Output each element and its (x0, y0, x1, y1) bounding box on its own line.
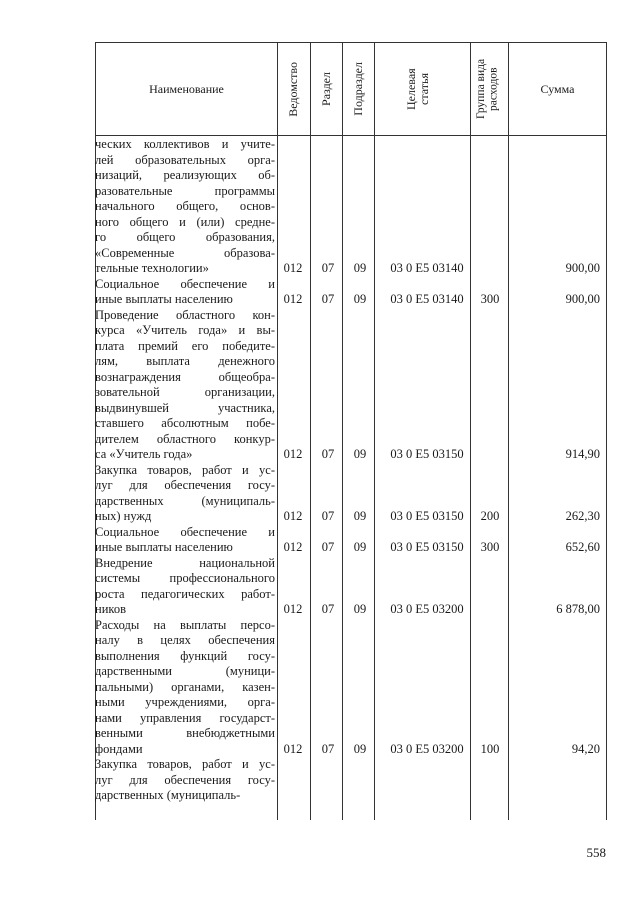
row-name-line: луг для обеспечения госу- (95, 478, 275, 492)
row-name-line: лям, выплата денежного (95, 354, 275, 368)
row-summa: 94,20 (571, 741, 600, 756)
header-gruppa-vida-rashodov (471, 43, 508, 135)
row-name (95, 308, 275, 463)
row-name-line: роста педагогических работ- (95, 586, 275, 601)
row-podrazdel: 09 (353, 540, 367, 554)
row-gruppa-vida-rashodov: 300 (480, 540, 500, 554)
row-name-line: луг для обеспечения госу- (95, 772, 275, 787)
row-name-line: начального общего, основ- (95, 199, 275, 213)
row-name-line: выдвинувшей участника, (95, 400, 275, 415)
table-row (95, 308, 607, 463)
header-name: Наименование (149, 81, 224, 96)
row-summa: 652,60 (565, 540, 600, 554)
row-name-line: венными внебюджетными (95, 726, 275, 740)
header-podrazdel-label: Подраздел (350, 62, 365, 116)
row-vedomstvo: 012 (283, 261, 303, 275)
row-razdel: 07 (321, 540, 335, 554)
row-name-line: низаций, реализующих об- (95, 168, 275, 182)
header-celevaya-label: Целевая статья (403, 68, 431, 110)
row-razdel: 07 (321, 741, 335, 756)
row-podrazdel: 09 (353, 509, 367, 523)
row-name-line: нами управления государст- (95, 710, 275, 725)
row-name-line: дарственных (муниципаль- (95, 788, 241, 802)
row-name-line: са «Учитель года» (95, 447, 193, 461)
row-name-line: Проведение областного кон- (95, 307, 275, 322)
row-name-line: плата премий его победите- (95, 338, 275, 353)
row-celevaya-statya: 03 0 E5 03200 (390, 741, 464, 756)
row-name-line: ставшего абсолютным побе- (95, 416, 275, 430)
row-name-line: лей образовательных орга- (95, 152, 275, 167)
row-name-line: го общего образования, (95, 230, 275, 244)
row-name-line: тельные технологии» (95, 261, 209, 275)
row-vedomstvo: 012 (283, 602, 303, 616)
row-name (95, 556, 275, 618)
row-name (95, 277, 275, 308)
table-row (95, 525, 607, 556)
table-row (95, 556, 607, 618)
row-name-line: Расходы на выплаты персо- (95, 617, 275, 632)
row-summa: 900,00 (565, 292, 600, 306)
row-name-line: Социальное обеспечение и (95, 276, 275, 291)
row-name-line: системы профессионального (95, 571, 275, 585)
row-summa: 914,90 (565, 447, 600, 461)
header-vedomstvo-label: Ведомство (286, 61, 301, 117)
row-gruppa-vida-rashodov: 100 (480, 741, 500, 756)
row-name-line: Внедрение национальной (95, 555, 275, 570)
row-summa: 6 878,00 (556, 602, 600, 616)
row-razdel: 07 (321, 509, 335, 523)
row-name-line: фондами (95, 741, 143, 756)
header-bottom-border (95, 135, 607, 136)
row-name-line: зовательной организации, (95, 385, 275, 399)
row-name (95, 137, 275, 277)
row-podrazdel: 09 (353, 741, 367, 756)
header-vedomstvo (278, 43, 310, 135)
row-name-line: ных) нужд (95, 509, 152, 523)
row-razdel: 07 (321, 602, 335, 616)
row-name-line: Социальное обеспечение и (95, 524, 275, 539)
row-celevaya-statya: 03 0 E5 03140 (390, 261, 464, 275)
row-celevaya-statya: 03 0 E5 03150 (390, 509, 464, 523)
row-name-line: курса «Учитель года» и вы- (95, 323, 275, 337)
row-gruppa-vida-rashodov: 200 (480, 509, 500, 523)
row-summa: 900,00 (565, 261, 600, 275)
header-podrazdel (343, 43, 374, 135)
header-summa: Сумма (540, 81, 575, 96)
table-row (95, 137, 607, 277)
row-name-line: Закупка товаров, работ и ус- (95, 462, 275, 477)
row-name-line: ными учреждениями, орга- (95, 695, 275, 709)
row-name (95, 757, 275, 804)
row-name-line: вознаграждения общеобра- (95, 369, 275, 384)
row-vedomstvo: 012 (283, 509, 303, 523)
row-name (95, 463, 275, 525)
row-razdel: 07 (321, 261, 335, 275)
row-vedomstvo: 012 (283, 292, 303, 306)
header-gruppa-label: Группа вида расходов (474, 58, 500, 120)
row-gruppa-vida-rashodov: 300 (480, 292, 500, 306)
row-name-line: иные выплаты населению (95, 540, 233, 554)
header-razdel-label: Раздел (318, 72, 333, 106)
row-name-line: ников (95, 602, 126, 616)
table-row (95, 618, 607, 758)
header-celevaya-statya (375, 43, 470, 135)
row-name-line: ного общего и (или) средне- (95, 214, 275, 229)
row-celevaya-statya: 03 0 E5 03150 (390, 540, 464, 554)
row-podrazdel: 09 (353, 447, 367, 461)
row-razdel: 07 (321, 447, 335, 461)
row-podrazdel: 09 (353, 602, 367, 616)
row-name-line: дарственных (муниципаль- (95, 493, 275, 508)
page-number: 558 (586, 845, 606, 860)
row-vedomstvo: 012 (283, 447, 303, 461)
row-name-line: налу в целях обеспечения (95, 633, 275, 647)
row-name (95, 525, 275, 556)
header-razdel (311, 43, 342, 135)
row-razdel: 07 (321, 292, 335, 306)
row-name-line: пальными) органами, казен- (95, 679, 275, 694)
table-row (95, 277, 607, 308)
row-summa: 262,30 (565, 509, 600, 523)
row-name-line: дителем областного конкур- (95, 431, 275, 446)
row-celevaya-statya: 03 0 E5 03150 (390, 447, 464, 461)
row-name-line: дарственными (муници- (95, 664, 275, 678)
row-name-line: иные выплаты населению (95, 292, 233, 306)
row-podrazdel: 09 (353, 261, 367, 275)
row-celevaya-statya: 03 0 E5 03140 (390, 292, 464, 306)
table-row (95, 463, 607, 525)
row-name-line: «Современные образова- (95, 245, 275, 260)
row-name-line: ческих коллективов и учите- (95, 137, 275, 151)
row-name-line: разовательные программы (95, 183, 275, 198)
row-name-line: Закупка товаров, работ и ус- (95, 757, 275, 771)
row-name (95, 618, 275, 758)
table-row (95, 757, 607, 804)
row-vedomstvo: 012 (283, 540, 303, 554)
row-podrazdel: 09 (353, 292, 367, 306)
row-name-line: выполнения функций госу- (95, 648, 275, 663)
row-celevaya-statya: 03 0 E5 03200 (390, 602, 464, 616)
row-vedomstvo: 012 (283, 741, 303, 756)
